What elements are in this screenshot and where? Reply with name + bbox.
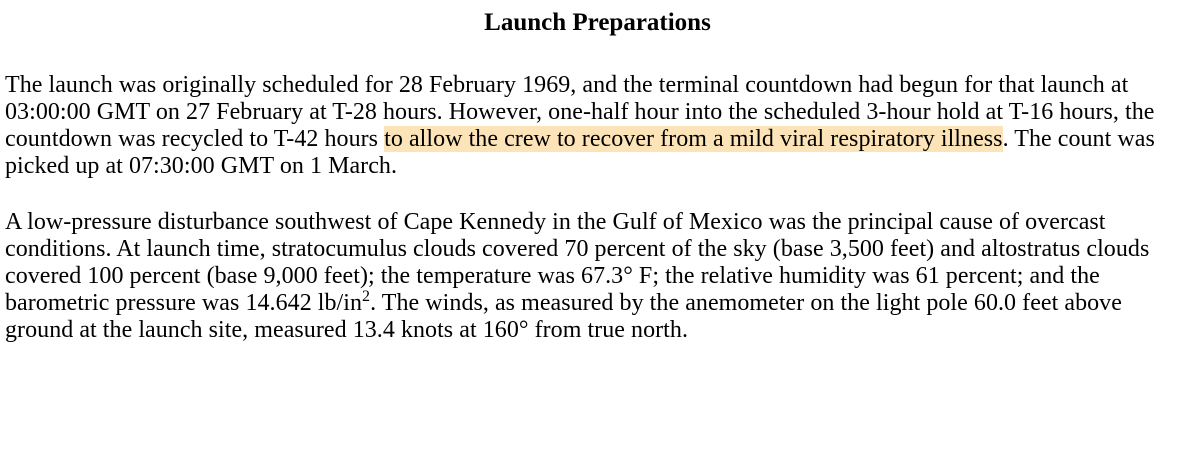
paragraph2-text-end: . The winds, as measured by the anemometer on the light pole 60.0 feet above ground at the launch site, measured 13.4 knots at 160° from true north.: [5, 290, 1122, 343]
paragraph-launch-schedule: [5, 72, 1190, 180]
paragraph-weather-conditions: [5, 209, 1190, 344]
paragraph1-text-end: . The count was picked up at 07:30:00 GMT on 1 March.: [5, 126, 1155, 179]
superscript-exponent: 2: [362, 288, 371, 305]
section-title: Launch Preparations: [484, 9, 711, 36]
paragraph2-text-start: A low-pressure disturbance southwest of Cape Kennedy in the Gulf of Mexico was the principal cause of overcast conditions. At launch time, stratocumulus clouds covered 70 percent of the sky (base 3,500 feet) and altostratus clouds covered 100 percent (base 9,000 feet); the temperature was 67.3° F; the relative humidity was 61 percent; and the barometric pressure was 14.642 lb/in: [5, 209, 1150, 316]
highlighted-text[interactable]: to allow the crew to recover from a mild viral respiratory illness: [384, 126, 1003, 152]
paragraph1-text-start: The launch was originally scheduled for 28 February 1969, and the terminal countdown had begun for that launch at 03:00:00 GMT on 27 February at T-28 hours. However, one-half hour into the scheduled 3-hour hold at T-16 hours, the countdown was recycled to T-42 hours: [5, 72, 1155, 152]
